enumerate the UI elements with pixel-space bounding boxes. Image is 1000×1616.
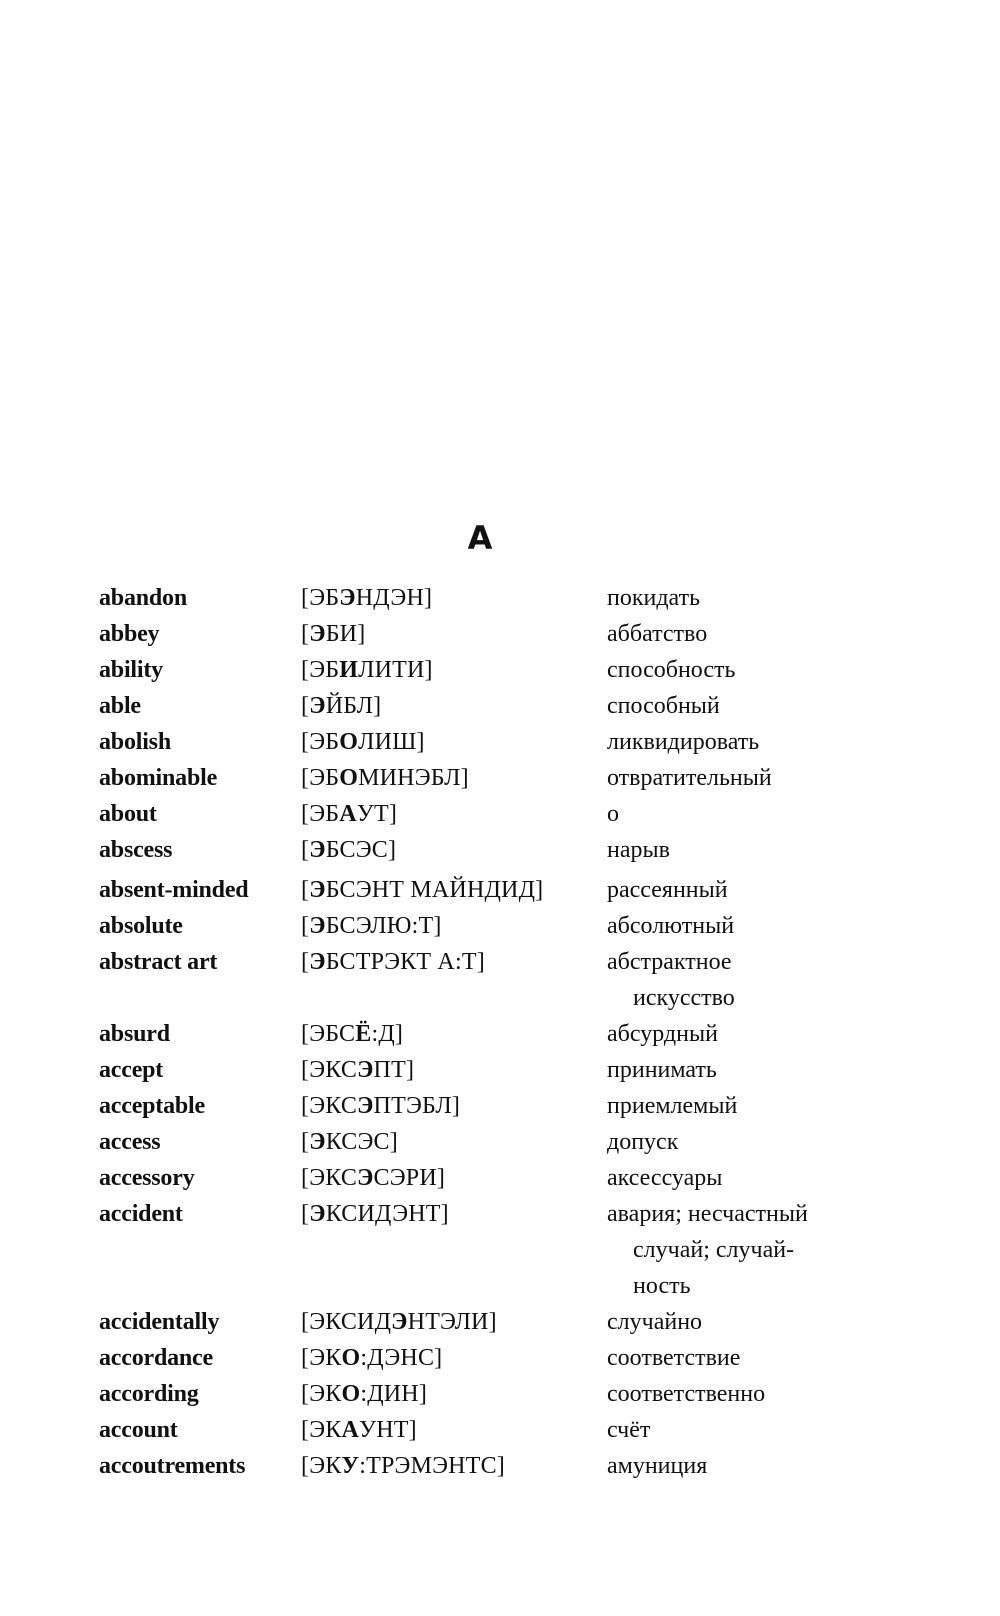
entry-headword: according — [99, 1381, 199, 1407]
pronunciation-part: [ЭКС — [301, 1093, 358, 1119]
stressed-syllable: О — [341, 1345, 361, 1371]
pronunciation-part: [ЭБ — [301, 729, 340, 755]
translation-line: абсурдный — [607, 1021, 718, 1047]
translation-line: аксессуары — [607, 1165, 723, 1191]
pronunciation-part: [ — [301, 1129, 310, 1155]
pronunciation-part: ПТ] — [373, 1057, 415, 1083]
entry-pronunciation — [301, 872, 607, 908]
entry-translation — [607, 1412, 852, 1448]
pronunciation-part: [ЭБ — [301, 585, 340, 611]
translation-line: рассеянный — [607, 877, 728, 903]
dictionary-entry — [99, 832, 959, 868]
entry-pronunciation — [301, 580, 607, 616]
translation-line: ность — [633, 1273, 691, 1299]
stressed-syllable: Э — [357, 1165, 374, 1191]
entry-headword: ability — [99, 657, 163, 683]
translation-line: приемлемый — [607, 1093, 738, 1119]
entry-translation — [607, 1124, 852, 1160]
stressed-syllable: У — [341, 1453, 360, 1479]
pronunciation-part: [ — [301, 913, 310, 939]
dictionary-entry — [99, 1340, 959, 1376]
entry-headword: absurd — [99, 1021, 170, 1047]
dictionary-entry — [99, 908, 959, 944]
entry-translation — [607, 1376, 852, 1412]
entry-translation — [607, 872, 852, 908]
pronunciation-part: ЛИШ] — [358, 729, 425, 755]
pronunciation-part: БСЭЛЮ:Т] — [325, 913, 442, 939]
entry-pronunciation — [301, 616, 607, 652]
pronunciation-part: [ЭКСИД — [301, 1309, 392, 1335]
entry-headword: abstract art — [99, 949, 218, 975]
pronunciation-part: [ — [301, 1201, 310, 1227]
translation-line: соответствие — [607, 1345, 741, 1371]
entry-pronunciation — [301, 1124, 607, 1160]
entry-translation — [607, 760, 852, 796]
dictionary-entry — [99, 1304, 959, 1340]
entry-pronunciation — [301, 832, 607, 868]
dictionary-entry — [99, 1052, 959, 1088]
entry-pronunciation — [301, 652, 607, 688]
dictionary-entry — [99, 944, 959, 1016]
pronunciation-part: БСТРЭКТ А:Т] — [325, 949, 485, 975]
entry-translation — [607, 944, 852, 1016]
pronunciation-part: [ЭКС — [301, 1057, 358, 1083]
entry-headword: about — [99, 801, 157, 827]
pronunciation-part: МИНЭБЛ] — [358, 765, 469, 791]
pronunciation-part: [ЭБ — [301, 765, 340, 791]
stressed-syllable: И — [339, 657, 359, 683]
dictionary-entry — [99, 1088, 959, 1124]
pronunciation-part: [ЭК — [301, 1417, 342, 1443]
entry-pronunciation — [301, 1448, 607, 1484]
entry-headword: abscess — [99, 837, 173, 863]
entry-headword: absolute — [99, 913, 183, 939]
stressed-syllable: Ё — [355, 1021, 372, 1047]
entry-headword: accessory — [99, 1165, 195, 1191]
pronunciation-part: [ЭКС — [301, 1165, 358, 1191]
entry-headword: abolish — [99, 729, 171, 755]
pronunciation-part: БИ] — [325, 621, 366, 647]
dictionary-entry — [99, 1376, 959, 1412]
dictionary-entry — [99, 1124, 959, 1160]
translation-line: счёт — [607, 1417, 651, 1443]
section-letter-heading: A — [467, 519, 493, 557]
entry-headword: accept — [99, 1057, 164, 1083]
entry-pronunciation — [301, 1052, 607, 1088]
entry-translation — [607, 580, 852, 616]
entry-pronunciation — [301, 760, 607, 796]
stressed-syllable: Э — [309, 949, 326, 975]
stressed-syllable: Э — [339, 585, 356, 611]
entry-translation — [607, 832, 852, 868]
entry-pronunciation — [301, 1376, 607, 1412]
pronunciation-part: [ЭК — [301, 1345, 342, 1371]
translation-line: искусство — [633, 985, 735, 1011]
entry-translation — [607, 1196, 852, 1304]
entry-headword: account — [99, 1417, 178, 1443]
stressed-syllable: А — [339, 801, 357, 827]
entry-pronunciation — [301, 944, 607, 1016]
entry-pronunciation — [301, 1340, 607, 1376]
dictionary-entry — [99, 796, 959, 832]
stressed-syllable: О — [339, 729, 359, 755]
entry-translation — [607, 796, 852, 832]
stressed-syllable: Э — [357, 1057, 374, 1083]
entry-headword: abandon — [99, 585, 187, 611]
entry-translation — [607, 1448, 852, 1484]
translation-line: принимать — [607, 1057, 717, 1083]
entry-headword: accident — [99, 1201, 183, 1227]
entry-translation — [607, 688, 852, 724]
translation-line: случай; случай- — [633, 1237, 795, 1263]
pronunciation-part: [ЭК — [301, 1453, 342, 1479]
pronunciation-part: НДЭН] — [355, 585, 433, 611]
pronunciation-part: [ЭК — [301, 1381, 342, 1407]
stressed-syllable: Э — [357, 1093, 374, 1119]
stressed-syllable: Э — [391, 1309, 408, 1335]
stressed-syllable: Э — [309, 1201, 326, 1227]
translation-line: аббатство — [607, 621, 708, 647]
pronunciation-part: БСЭНТ МАЙНДИД] — [325, 877, 544, 903]
entry-translation — [607, 1160, 852, 1196]
entry-pronunciation — [301, 1196, 607, 1304]
translation-line: авария; несчастный — [607, 1201, 808, 1227]
pronunciation-part: :ДИН] — [360, 1381, 428, 1407]
entry-headword: abominable — [99, 765, 218, 791]
entry-pronunciation — [301, 1412, 607, 1448]
translation-line: способность — [607, 657, 736, 683]
pronunciation-part: ПТЭБЛ] — [373, 1093, 461, 1119]
pronunciation-part: ЛИТИ] — [358, 657, 433, 683]
translation-line: соответственно — [607, 1381, 766, 1407]
entry-translation — [607, 1340, 852, 1376]
entry-headword: acceptable — [99, 1093, 205, 1119]
translation-line: абстрактное — [607, 949, 732, 975]
pronunciation-part: НТЭЛИ] — [407, 1309, 497, 1335]
stressed-syllable: А — [341, 1417, 359, 1443]
pronunciation-part: КСИДЭНТ] — [325, 1201, 449, 1227]
entry-translation — [607, 908, 852, 944]
pronunciation-part: КСЭС] — [325, 1129, 398, 1155]
pronunciation-part: [ЭБ — [301, 801, 340, 827]
dictionary-entry — [99, 616, 959, 652]
dictionary-entry — [99, 1160, 959, 1196]
pronunciation-part: [ — [301, 837, 310, 863]
pronunciation-part: [ — [301, 949, 310, 975]
stressed-syllable: Э — [309, 1129, 326, 1155]
stressed-syllable: Э — [309, 837, 326, 863]
entry-headword: access — [99, 1129, 161, 1155]
dictionary-entry — [99, 688, 959, 724]
entry-pronunciation — [301, 1160, 607, 1196]
translation-line: способный — [607, 693, 720, 719]
dictionary-entry — [99, 872, 959, 908]
pronunciation-part: УНТ] — [359, 1417, 417, 1443]
pronunciation-part: [ — [301, 877, 310, 903]
dictionary-entry — [99, 1412, 959, 1448]
translation-line: амуниция — [607, 1453, 708, 1479]
translation-line: ликвидировать — [607, 729, 760, 755]
pronunciation-part: [ЭБС — [301, 1021, 356, 1047]
entry-pronunciation — [301, 688, 607, 724]
entry-translation — [607, 616, 852, 652]
dictionary-entry — [99, 580, 959, 616]
entry-headword: accidentally — [99, 1309, 220, 1335]
entry-translation — [607, 1016, 852, 1052]
entry-pronunciation — [301, 1304, 607, 1340]
entry-headword: abbey — [99, 621, 160, 647]
dictionary-entry — [99, 1448, 959, 1484]
entry-translation — [607, 1088, 852, 1124]
translation-line: допуск — [607, 1129, 679, 1155]
pronunciation-part: УТ] — [356, 801, 398, 827]
translation-line: нарыв — [607, 837, 670, 863]
pronunciation-part: [ — [301, 693, 310, 719]
dictionary-entries — [99, 580, 959, 1484]
pronunciation-part: :Д] — [371, 1021, 404, 1047]
stressed-syllable: Э — [309, 913, 326, 939]
entry-headword: absent-minded — [99, 877, 249, 903]
stressed-syllable: Э — [309, 877, 326, 903]
translation-line: отвратительный — [607, 765, 772, 791]
dictionary-entry — [99, 652, 959, 688]
pronunciation-part: ЙБЛ] — [325, 693, 382, 719]
pronunciation-part: [ЭБ — [301, 657, 340, 683]
stressed-syllable: О — [339, 765, 359, 791]
entry-pronunciation — [301, 796, 607, 832]
entry-translation — [607, 1304, 852, 1340]
entry-headword: accordance — [99, 1345, 213, 1371]
dictionary-entry — [99, 724, 959, 760]
translation-line: абсолютный — [607, 913, 735, 939]
translation-line: покидать — [607, 585, 701, 611]
entry-translation — [607, 652, 852, 688]
dictionary-entry — [99, 1196, 959, 1304]
entry-pronunciation — [301, 908, 607, 944]
translation-line: случайно — [607, 1309, 703, 1335]
pronunciation-part: :ДЭНС] — [360, 1345, 443, 1371]
entry-translation — [607, 724, 852, 760]
entry-headword: able — [99, 693, 141, 719]
entry-pronunciation — [301, 1016, 607, 1052]
stressed-syllable: О — [341, 1381, 361, 1407]
stressed-syllable: Э — [309, 621, 326, 647]
translation-line: о — [607, 801, 619, 827]
pronunciation-part: БСЭС] — [325, 837, 397, 863]
entry-pronunciation — [301, 1088, 607, 1124]
stressed-syllable: Э — [309, 693, 326, 719]
dictionary-entry — [99, 760, 959, 796]
pronunciation-part: :ТРЭМЭНТС] — [359, 1453, 505, 1479]
entry-pronunciation — [301, 724, 607, 760]
entry-translation — [607, 1052, 852, 1088]
entry-headword: accoutrements — [99, 1453, 246, 1479]
pronunciation-part: СЭРИ] — [373, 1165, 446, 1191]
dictionary-entry — [99, 1016, 959, 1052]
pronunciation-part: [ — [301, 621, 310, 647]
